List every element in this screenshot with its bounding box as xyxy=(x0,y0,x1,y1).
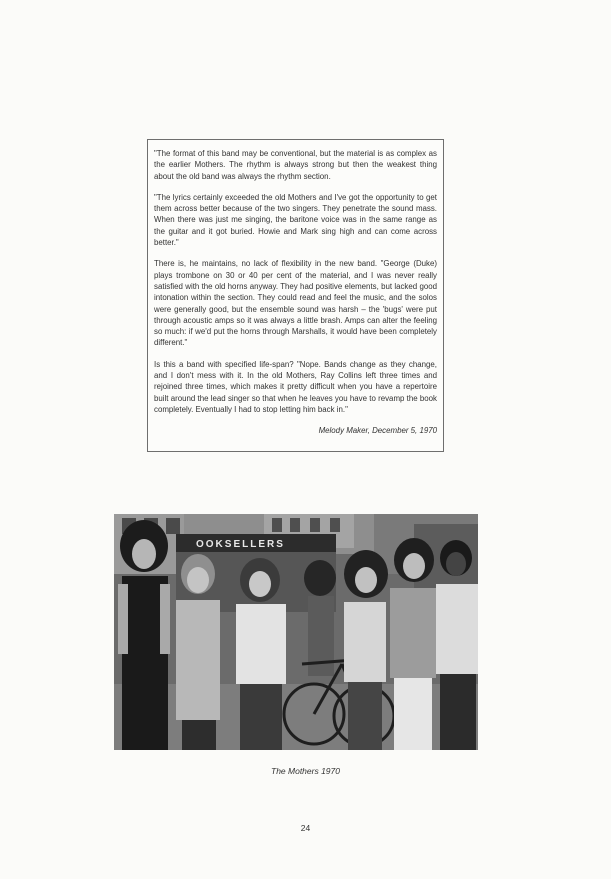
bookstore-sign: OOKSELLERS xyxy=(196,539,285,550)
band-photo xyxy=(114,514,478,750)
page-number: 24 xyxy=(300,823,311,833)
quote-box xyxy=(147,139,444,452)
quote-paragraph-2: "The lyrics certainly exceeded the old Mothers and I've got the opportunity to get them across better because of the two singers. They penetrate the sound mass. When there was just me singing, the baritone voice was in the same range as the guitar and it got buried. Howie and Mark sing high and can come across better." xyxy=(154,192,437,248)
quote-source: Melody Maker, December 5, 1970 xyxy=(318,426,437,436)
band-photo-image xyxy=(114,514,478,750)
photo-caption: The Mothers 1970 xyxy=(271,766,340,776)
quote-paragraph-3: There is, he maintains, no lack of flexibility in the new band. "George (Duke) plays trombone on 30 or 40 per cent of the material, and I was never really satisfied with the old horns anyway. They had positive elements, but lacked good intonation within the section. They could read and feel the music, and the solos were generally good, but the ensemble sound was harsh – the 'bugs' were put through acoustic amps so it was always a little brash. Amps can alter the feeling so much: if we'd put the horns through Marshalls, it would have been completely different." xyxy=(154,259,437,348)
quote-paragraph-4: Is this a band with specified life-span? "Nope. Bands change as they change, and I don't mess with it. In the old Mothers, Ray Collins left three times and rejoined three times, which makes it pretty difficult when you have a repertoire built around the lead singer so that when he leaves you have to revamp the book completely. Eventually I had to stop letting him back in." xyxy=(154,359,437,414)
quote-paragraph-1: "The format of this band may be conventional, but the material is as complex as the earlier Mothers. The rhythm is always strong but then the weakest thing about the old band was always the rhythm section. xyxy=(154,149,437,181)
